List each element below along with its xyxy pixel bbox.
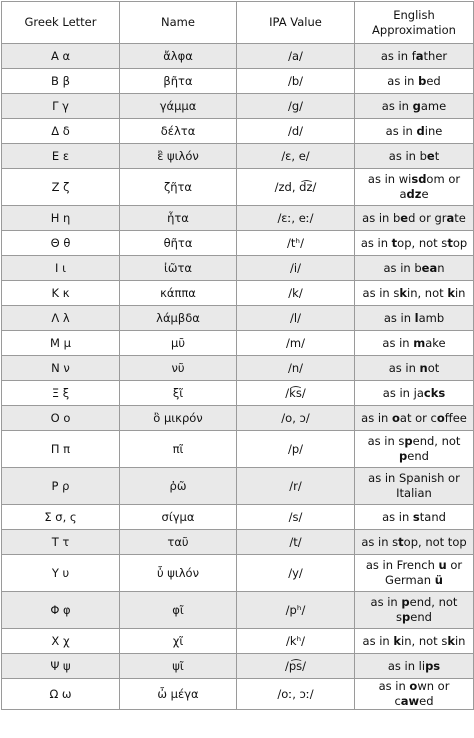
header-greek-letter: Greek Letter — [2, 2, 120, 44]
table-row — [2, 530, 474, 555]
approximation-text: in, not — [407, 285, 448, 300]
english-approximation-cell — [355, 431, 474, 468]
greek-letter-cell: Μ μ — [2, 331, 120, 356]
approximation-text: as in ja — [382, 385, 424, 400]
letter-name-cell: γάμμα — [120, 94, 237, 119]
greek-letter-cell: Φ φ — [2, 592, 120, 629]
letter-name-cell: μῦ — [120, 331, 237, 356]
table-row — [2, 629, 474, 654]
english-approximation-cell — [355, 169, 474, 206]
highlighted-letters: ps — [425, 658, 441, 673]
highlighted-letters: b — [418, 73, 427, 88]
approximation-text: in — [454, 633, 466, 648]
greek-letter-cell: Π π — [2, 431, 120, 468]
greek-alphabet-table — [1, 1, 474, 710]
table-row — [2, 306, 474, 331]
ipa-value-cell: /pʰ/ — [237, 592, 355, 629]
approximation-text: end — [410, 610, 432, 624]
highlighted-letters: p — [404, 434, 413, 448]
highlighted-letters: g — [412, 98, 421, 113]
approximation-text: as in s — [362, 285, 400, 300]
english-approximation-cell — [355, 406, 474, 431]
greek-letter-cell: Γ γ — [2, 94, 120, 119]
approximation-text: as in s — [367, 434, 405, 448]
english-approximation-cell — [355, 206, 474, 231]
approximation-text: as in — [361, 410, 392, 425]
highlighted-letters: aw — [400, 694, 420, 708]
highlighted-letters: o — [436, 410, 445, 425]
greek-letter-cell: Σ σ, ς — [2, 505, 120, 530]
approximation-text: t — [434, 148, 440, 163]
letter-name-cell: δέλτα — [120, 119, 237, 144]
approximation-text: d or gr — [408, 210, 447, 225]
approximation-text: as in — [378, 679, 410, 693]
approximation-text: ed — [426, 73, 441, 88]
greek-letter-cell: Λ λ — [2, 306, 120, 331]
english-approximation-cell — [355, 468, 474, 505]
highlighted-letters: d — [416, 123, 425, 138]
approximation-text: ame — [420, 98, 447, 113]
greek-letter-cell: Ψ ψ — [2, 654, 120, 679]
greek-letter-cell: Η η — [2, 206, 120, 231]
approximation-text: ine — [424, 123, 443, 138]
approximation-text: ed — [419, 694, 434, 708]
letter-name-cell: ζῆτα — [120, 169, 237, 206]
highlighted-letters: e — [426, 148, 435, 163]
letter-name-cell: λάμβδα — [120, 306, 237, 331]
ipa-value-cell: /n/ — [237, 356, 355, 381]
ipa-value-cell: /a/ — [237, 44, 355, 69]
english-approximation-cell — [355, 44, 474, 69]
english-approximation-cell — [355, 592, 474, 629]
ipa-value-cell: /b/ — [237, 69, 355, 94]
approximation-text: as in b — [362, 210, 401, 225]
highlighted-letters: k — [447, 285, 455, 300]
highlighted-letters: a — [446, 210, 455, 225]
table-row — [2, 331, 474, 356]
highlighted-letters: sd — [411, 172, 427, 186]
highlighted-letters: p — [401, 595, 410, 609]
approximation-text: as in Spanish or Italian — [368, 471, 460, 500]
table-row — [2, 505, 474, 530]
approximation-text: as in — [388, 360, 420, 375]
highlighted-letters: u — [438, 558, 447, 572]
letter-name-cell: χῖ — [120, 629, 237, 654]
table-row — [2, 431, 474, 468]
letter-name-cell: φῖ — [120, 592, 237, 629]
approximation-text: op, not top — [403, 534, 467, 549]
approximation-text: op, not s — [397, 235, 448, 250]
greek-letter-cell: Β β — [2, 69, 120, 94]
greek-letter-cell: Ν ν — [2, 356, 120, 381]
approximation-text: tand — [419, 509, 446, 524]
ipa-value-cell: /ɛː, eː/ — [237, 206, 355, 231]
greek-letter-cell: Ξ ξ — [2, 381, 120, 406]
highlighted-letters: k — [399, 285, 408, 300]
greek-letter-cell: Κ κ — [2, 281, 120, 306]
approximation-text: as in wi — [367, 172, 412, 186]
approximation-text: wn or c — [394, 679, 450, 708]
ipa-value-cell: /s/ — [237, 505, 355, 530]
greek-letter-cell: Τ τ — [2, 530, 120, 555]
ipa-value-cell: /tʰ/ — [237, 231, 355, 256]
greek-letter-cell: Α α — [2, 44, 120, 69]
highlighted-letters: k — [393, 633, 402, 648]
highlighted-letters: t — [398, 534, 404, 549]
header-row — [2, 2, 474, 44]
letter-name-cell: θῆτα — [120, 231, 237, 256]
table-row — [2, 69, 474, 94]
approximation-text: om or a — [399, 172, 461, 201]
english-approximation-cell — [355, 555, 474, 592]
letter-name-cell: πῖ — [120, 431, 237, 468]
highlighted-letters: p — [399, 449, 408, 463]
highlighted-letters: m — [413, 335, 426, 350]
ipa-value-cell: /k/ — [237, 281, 355, 306]
english-approximation-cell — [355, 505, 474, 530]
approximation-text: as in — [381, 98, 413, 113]
letter-name-cell: ὖ ψιλόν — [120, 555, 237, 592]
letter-name-cell: σίγμα — [120, 505, 237, 530]
approximation-text: as in — [382, 335, 414, 350]
greek-letter-cell: Ε ε — [2, 144, 120, 169]
approximation-text: end, not s — [396, 595, 458, 624]
approximation-text: as in li — [387, 658, 426, 673]
table-body — [2, 44, 474, 710]
greek-letter-cell: Ω ω — [2, 679, 120, 710]
letter-name-cell: νῦ — [120, 356, 237, 381]
greek-letter-cell: Δ δ — [2, 119, 120, 144]
approximation-text: op — [452, 235, 468, 250]
table-row — [2, 654, 474, 679]
letter-name-cell: ῥῶ — [120, 468, 237, 505]
english-approximation-cell — [355, 679, 474, 710]
english-approximation-cell — [355, 356, 474, 381]
approximation-text: n — [437, 260, 445, 275]
letter-name-cell: κάππα — [120, 281, 237, 306]
highlighted-letters: l — [414, 310, 419, 325]
approximation-text: as in — [387, 73, 419, 88]
english-approximation-cell — [355, 256, 474, 281]
approximation-text: in, not s — [401, 633, 448, 648]
header-english-approximation: English Approximation — [355, 2, 474, 44]
approximation-text: amb — [418, 310, 445, 325]
english-approximation-cell — [355, 119, 474, 144]
greek-letter-cell: Θ θ — [2, 231, 120, 256]
approximation-text: as in b — [383, 260, 422, 275]
approximation-text: as in — [385, 123, 417, 138]
ipa-value-cell: /kʰ/ — [237, 629, 355, 654]
approximation-text: as in — [382, 509, 413, 524]
ipa-value-cell: /i/ — [237, 256, 355, 281]
approximation-text: te — [454, 210, 466, 225]
approximation-text: as in s — [361, 534, 399, 549]
table-row — [2, 169, 474, 206]
letter-name-cell: ἄλφα — [120, 44, 237, 69]
letter-name-cell: ξῖ — [120, 381, 237, 406]
table-row — [2, 94, 474, 119]
english-approximation-cell — [355, 530, 474, 555]
approximation-text: ffee — [444, 410, 467, 425]
table-row — [2, 406, 474, 431]
highlighted-letters: o — [391, 410, 400, 425]
approximation-text: at or c — [399, 410, 437, 425]
ipa-value-cell: /m/ — [237, 331, 355, 356]
approximation-text: ake — [425, 335, 446, 350]
table-row — [2, 356, 474, 381]
letter-name-cell: ἒ ψιλόν — [120, 144, 237, 169]
letter-name-cell: ταῦ — [120, 530, 237, 555]
english-approximation-cell — [355, 629, 474, 654]
ipa-value-cell: /p͡s/ — [237, 654, 355, 679]
header-ipa-value: IPA Value — [237, 2, 355, 44]
greek-letter-cell: Χ χ — [2, 629, 120, 654]
letter-name-cell: ψῖ — [120, 654, 237, 679]
highlighted-letters: dz — [406, 187, 422, 201]
approximation-text: end, not — [412, 434, 461, 448]
table-row — [2, 144, 474, 169]
highlighted-letters: ea — [421, 260, 438, 275]
ipa-value-cell: /t/ — [237, 530, 355, 555]
ipa-value-cell: /g/ — [237, 94, 355, 119]
english-approximation-cell — [355, 94, 474, 119]
ipa-value-cell: /y/ — [237, 555, 355, 592]
approximation-text: or German — [385, 558, 463, 587]
approximation-text: as in French — [365, 558, 439, 572]
approximation-text: as in b — [388, 148, 427, 163]
english-approximation-cell — [355, 306, 474, 331]
approximation-text: as in — [362, 633, 394, 648]
approximation-text: as in f — [380, 48, 416, 63]
table-row — [2, 231, 474, 256]
table-row — [2, 468, 474, 505]
table-row — [2, 44, 474, 69]
english-approximation-cell — [355, 281, 474, 306]
letter-name-cell: ἰῶτα — [120, 256, 237, 281]
approximation-text: as in — [370, 595, 402, 609]
greek-letter-cell: Υ υ — [2, 555, 120, 592]
highlighted-letters: s — [412, 509, 420, 524]
letter-name-cell: ὂ μικρόν — [120, 406, 237, 431]
highlighted-letters: e — [400, 210, 409, 225]
table-row — [2, 281, 474, 306]
highlighted-letters: k — [447, 633, 455, 648]
highlighted-letters: t — [391, 235, 398, 250]
header-name: Name — [120, 2, 237, 44]
ipa-value-cell: /o, ɔ/ — [237, 406, 355, 431]
approximation-text: ot — [427, 360, 440, 375]
greek-letter-cell: Ι ι — [2, 256, 120, 281]
table-row — [2, 119, 474, 144]
highlighted-letters: a — [415, 48, 424, 63]
english-approximation-cell — [355, 231, 474, 256]
ipa-value-cell: /k͡s/ — [237, 381, 355, 406]
approximation-text: end — [407, 449, 429, 463]
highlighted-letters: p — [402, 610, 411, 624]
ipa-value-cell: /d/ — [237, 119, 355, 144]
letter-name-cell: βῆτα — [120, 69, 237, 94]
greek-letter-cell: Ο ο — [2, 406, 120, 431]
highlighted-letters: o — [409, 679, 418, 693]
english-approximation-cell — [355, 654, 474, 679]
table-row — [2, 381, 474, 406]
highlighted-letters: ü — [434, 573, 443, 587]
highlighted-letters: t — [447, 235, 453, 250]
letter-name-cell: ὦ μέγα — [120, 679, 237, 710]
approximation-text: in — [454, 285, 466, 300]
table-row — [2, 256, 474, 281]
ipa-value-cell: /zd, d͡z/ — [237, 169, 355, 206]
highlighted-letters: n — [419, 360, 428, 375]
ipa-value-cell: /oː, ɔː/ — [237, 679, 355, 710]
table-row — [2, 592, 474, 629]
english-approximation-cell — [355, 381, 474, 406]
table-row — [2, 206, 474, 231]
approximation-text: e — [421, 187, 429, 201]
ipa-value-cell: /ɛ, e/ — [237, 144, 355, 169]
english-approximation-cell — [355, 144, 474, 169]
approximation-text: ther — [423, 48, 448, 63]
table-row — [2, 555, 474, 592]
ipa-value-cell: /l/ — [237, 306, 355, 331]
ipa-value-cell: /r/ — [237, 468, 355, 505]
approximation-text: as in — [383, 310, 415, 325]
table-row — [2, 679, 474, 710]
english-approximation-cell — [355, 69, 474, 94]
approximation-text: as in — [360, 235, 392, 250]
highlighted-letters: cks — [423, 385, 446, 400]
greek-letter-cell: Ζ ζ — [2, 169, 120, 206]
letter-name-cell: ἦτα — [120, 206, 237, 231]
greek-letter-cell: Ρ ρ — [2, 468, 120, 505]
english-approximation-cell — [355, 331, 474, 356]
ipa-value-cell: /p/ — [237, 431, 355, 468]
